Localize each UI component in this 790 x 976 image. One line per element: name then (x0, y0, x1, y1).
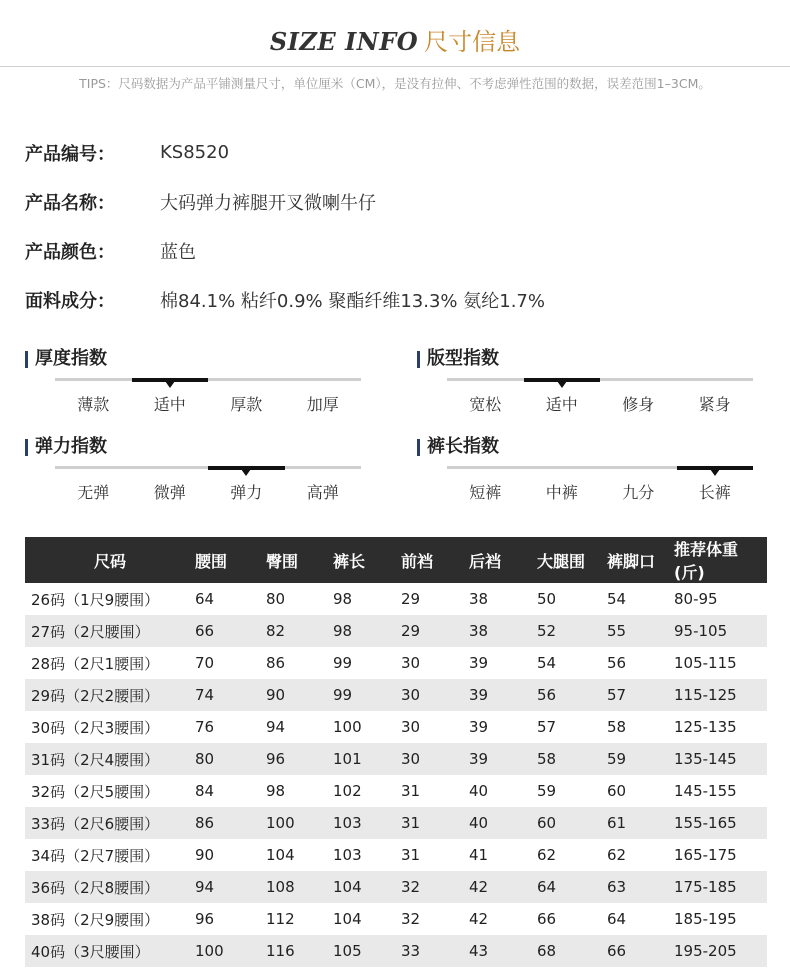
table-cell: 64 (607, 910, 627, 928)
table-cell: 100 (266, 807, 333, 839)
table-cell: 41 (469, 846, 489, 864)
table-cell: 56 (607, 654, 627, 672)
table-cell: 26码（1尺9腰围） (31, 590, 160, 609)
index-length (417, 436, 777, 522)
table-cell: 30 (401, 743, 469, 775)
table-cell: 40码（3尺腰围） (25, 935, 195, 967)
index-title: 厚度指数 (25, 348, 107, 370)
table-cell: 31 (401, 846, 421, 864)
table-cell: 103 (333, 807, 401, 839)
tips-text: TIPS：尺码数据为产品平铺测量尺寸，单位厘米（CM），是没有拉伸、不考虑弹性范围的数据，误差范围1–3CM。 (79, 76, 711, 91)
table-cell: 84 (195, 782, 215, 800)
table-header-cell: 裤长 (333, 537, 401, 583)
table-cell: 29 (401, 615, 469, 647)
product-info-label: 面料成分： (25, 290, 115, 312)
table-cell: 165-175 (674, 846, 737, 864)
table-cell: 100 (333, 718, 362, 736)
table-cell: 43 (469, 935, 537, 967)
table-cell: 31码（2尺4腰围） (25, 743, 195, 775)
index-track (447, 378, 753, 381)
table-cell: 31 (401, 807, 469, 839)
table-cell: 90 (195, 846, 215, 864)
index-option: 高弹 (306, 483, 339, 502)
product-info-label: 产品颜色： (25, 241, 115, 263)
table-cell: 57 (537, 718, 557, 736)
title-en: SIZE INFO (269, 27, 419, 56)
index-option: 适中 (545, 395, 578, 414)
index-options (447, 392, 753, 415)
table-cell: 95-105 (674, 615, 767, 647)
table-cell: 39 (469, 743, 537, 775)
table-cell: 39 (469, 654, 489, 672)
index-marker-icon (241, 469, 251, 476)
table-row (25, 679, 767, 711)
table-cell: 112 (266, 910, 295, 928)
table-cell: 59 (537, 782, 557, 800)
table-cell: 98 (266, 782, 286, 800)
table-cell: 135-145 (674, 743, 767, 775)
table-cell: 115-125 (674, 679, 767, 711)
index-option: 薄款 (77, 395, 110, 414)
product-info-value: KS8520 (160, 142, 230, 163)
table-cell: 30 (401, 654, 421, 672)
table-cell: 76 (195, 718, 215, 736)
table-header-cell: 尺码 (25, 537, 195, 583)
table-row (25, 583, 767, 615)
index-fit (417, 348, 777, 434)
table-cell: 39 (469, 718, 489, 736)
table-cell: 90 (266, 679, 333, 711)
product-info-value: 蓝色 (160, 241, 196, 263)
table-cell: 99 (333, 654, 353, 672)
index-option: 无弹 (77, 483, 110, 502)
table-cell: 38 (469, 615, 537, 647)
product-info (25, 128, 765, 324)
table-cell: 32 (401, 910, 421, 928)
index-thickness (25, 348, 385, 434)
table-cell: 185-195 (674, 910, 737, 928)
index-options (55, 480, 361, 503)
table-cell: 195-205 (674, 935, 767, 967)
table-row (25, 615, 767, 647)
table-cell: 94 (266, 718, 286, 736)
table-cell: 108 (266, 871, 333, 903)
table-cell: 100 (195, 935, 266, 967)
title-cn: 尺寸信息 (424, 28, 521, 56)
table-header-cell: 后裆 (469, 537, 537, 583)
table-cell: 29 (401, 590, 421, 608)
table-row (25, 647, 767, 679)
table-cell: 30 (401, 679, 469, 711)
table-cell: 42 (469, 910, 489, 928)
index-option: 适中 (153, 395, 186, 414)
table-cell: 30 (401, 718, 421, 736)
table-row (25, 871, 767, 903)
table-header-cell: 推荐体重(斤) (674, 537, 767, 583)
table-cell: 40 (469, 807, 537, 839)
table-cell: 55 (607, 615, 674, 647)
table-cell: 98 (333, 615, 401, 647)
table-cell: 66 (195, 615, 266, 647)
table-cell: 102 (333, 782, 362, 800)
index-track (55, 378, 361, 381)
product-info-row (25, 128, 765, 177)
page-header (0, 22, 790, 62)
table-cell: 104 (266, 846, 295, 864)
table-cell: 32码（2尺5腰围） (31, 782, 160, 801)
table-cell: 60 (537, 807, 607, 839)
table-cell: 104 (333, 910, 362, 928)
table-cell: 80 (266, 590, 286, 608)
table-header-cell: 腰围 (195, 537, 266, 583)
table-cell: 33 (401, 935, 469, 967)
table-cell: 40 (469, 782, 489, 800)
index-track (447, 466, 753, 469)
table-cell: 116 (266, 935, 333, 967)
table-header-cell: 大腿围 (537, 537, 607, 583)
product-info-label: 产品编号： (25, 143, 115, 165)
table-cell: 38码（2尺9腰围） (31, 910, 160, 929)
table-cell: 105 (333, 935, 401, 967)
product-info-value: 大码弹力裤腿开叉微喇牛仔 (160, 192, 376, 214)
index-option: 短裤 (469, 483, 502, 502)
table-cell: 38 (469, 590, 489, 608)
index-option: 修身 (622, 395, 655, 414)
table-cell: 61 (607, 807, 674, 839)
table-row (25, 807, 767, 839)
index-option: 中裤 (545, 483, 578, 502)
index-marker-icon (557, 381, 567, 388)
index-elasticity (25, 436, 385, 522)
index-track (55, 466, 361, 469)
index-option: 长裤 (698, 483, 731, 502)
index-option: 紧身 (698, 395, 731, 414)
table-cell: 74 (195, 679, 266, 711)
table-cell: 145-155 (674, 782, 737, 800)
table-cell: 82 (266, 615, 333, 647)
table-header-row (25, 537, 767, 583)
table-cell: 36码（2尺8腰围） (25, 871, 195, 903)
product-info-label: 产品名称： (25, 192, 115, 214)
table-cell: 59 (607, 743, 674, 775)
table-cell: 63 (607, 871, 674, 903)
index-title: 裤长指数 (417, 436, 499, 458)
table-cell: 64 (195, 590, 215, 608)
table-header-cell: 前裆 (401, 537, 469, 583)
table-cell: 39 (469, 679, 537, 711)
table-cell: 175-185 (674, 871, 767, 903)
table-cell: 62 (607, 846, 627, 864)
table-row (25, 839, 767, 871)
table-cell: 33码（2尺6腰围） (25, 807, 195, 839)
table-cell: 94 (195, 871, 266, 903)
index-option: 微弹 (153, 483, 186, 502)
table-cell: 34码（2尺7腰围） (31, 846, 160, 865)
index-option: 加厚 (306, 395, 339, 414)
table-cell: 98 (333, 590, 353, 608)
table-cell: 60 (607, 782, 627, 800)
product-info-value: 棉84.1% 粘纤0.9% 聚酯纤维13.3% 氨纶1.7% (160, 290, 545, 312)
table-cell: 66 (537, 910, 557, 928)
index-marker-icon (165, 381, 175, 388)
product-info-row (25, 177, 765, 226)
table-cell: 155-165 (674, 807, 767, 839)
table-cell: 70 (195, 654, 215, 672)
product-info-row (25, 275, 765, 324)
index-options (447, 480, 753, 503)
table-cell: 57 (607, 679, 674, 711)
table-cell: 27码（2尺腰围） (25, 615, 195, 647)
index-options (55, 392, 361, 415)
table-row (25, 775, 767, 807)
table-cell: 66 (607, 935, 674, 967)
table-cell: 52 (537, 615, 607, 647)
table-cell: 86 (195, 807, 266, 839)
table-cell: 31 (401, 782, 421, 800)
table-cell: 86 (266, 654, 286, 672)
table-cell: 29码（2尺2腰围） (25, 679, 195, 711)
index-marker-icon (710, 469, 720, 476)
header-divider (0, 66, 790, 67)
table-cell: 103 (333, 846, 362, 864)
table-row (25, 935, 767, 967)
table-cell: 104 (333, 871, 401, 903)
index-title: 弹力指数 (25, 436, 107, 458)
table-cell: 62 (537, 846, 557, 864)
table-cell: 101 (333, 743, 401, 775)
table-cell: 54 (537, 654, 557, 672)
table-cell: 96 (195, 910, 215, 928)
table-cell: 58 (607, 718, 627, 736)
table-cell: 50 (537, 590, 557, 608)
table-cell: 125-135 (674, 718, 737, 736)
table-row (25, 903, 767, 935)
table-cell: 99 (333, 679, 401, 711)
table-cell: 54 (607, 590, 627, 608)
table-cell: 30码（2尺3腰围） (31, 718, 160, 737)
index-option: 厚款 (230, 395, 263, 414)
table-cell: 64 (537, 871, 607, 903)
table-cell: 80-95 (674, 590, 718, 608)
table-cell: 96 (266, 743, 333, 775)
table-cell: 58 (537, 743, 607, 775)
table-header-cell: 裤脚口 (607, 537, 674, 583)
table-header-cell: 臀围 (266, 537, 333, 583)
table-cell: 42 (469, 871, 537, 903)
table-cell: 68 (537, 935, 607, 967)
index-option: 宽松 (469, 395, 502, 414)
table-cell: 32 (401, 871, 469, 903)
index-title: 版型指数 (417, 348, 499, 370)
index-option: 弹力 (230, 483, 263, 502)
table-cell: 28码（2尺1腰围） (31, 654, 160, 673)
table-row (25, 711, 767, 743)
table-row (25, 743, 767, 775)
size-table (25, 537, 767, 967)
table-cell: 105-115 (674, 654, 737, 672)
product-info-row (25, 226, 765, 275)
table-cell: 80 (195, 743, 266, 775)
table-cell: 56 (537, 679, 607, 711)
index-option: 九分 (622, 483, 655, 502)
